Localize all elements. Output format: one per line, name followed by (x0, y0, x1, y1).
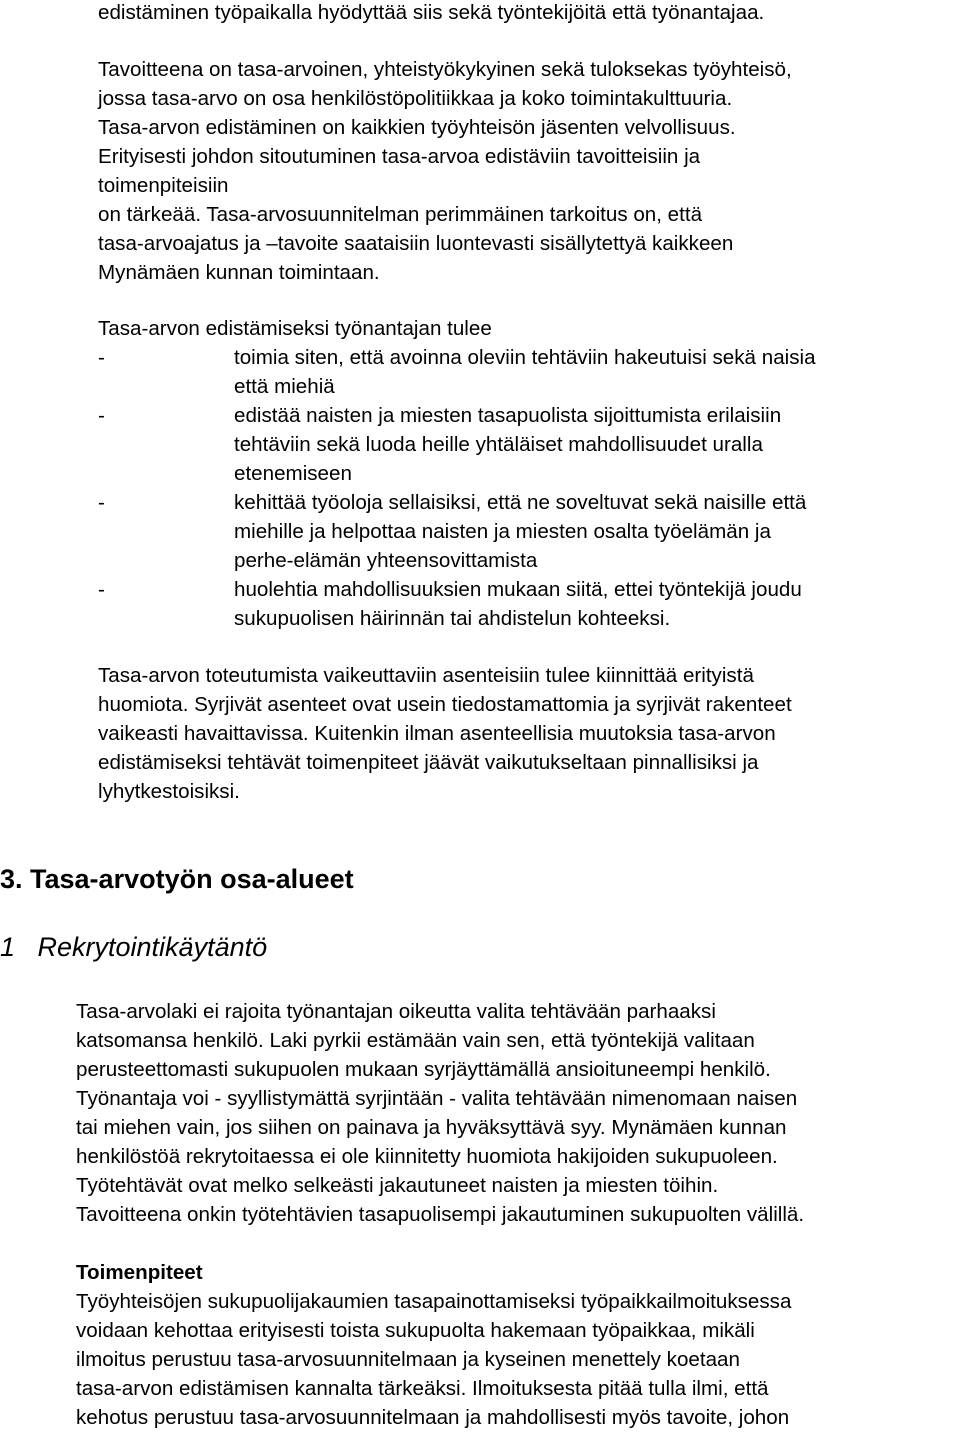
text-line: lyhytkestoisiksi. (98, 780, 240, 803)
list-item-line: etenemiseen (234, 462, 352, 485)
list-dash: - (98, 578, 105, 601)
list-dash: - (98, 491, 105, 514)
text-line: Tavoitteena onkin työtehtävien tasapuolisempi jakautuminen sukupuolten välillä. (76, 1203, 805, 1226)
subsection-heading: 1 Rekrytointikäytäntö (0, 932, 268, 962)
text-line: huomiota. Syrjivät asenteet ovat usein tiedostamattomia ja syrjivät rakenteet (98, 693, 792, 716)
intro-line: edistäminen työpaikalla hyödyttää siis sekä työntekijöitä että työnantajaa. (98, 1, 765, 24)
text-line: katsomansa henkilö. Laki pyrkii estämään vain sen, että työntekijä valitaan (76, 1029, 755, 1052)
list-item-line: tehtäviin sekä luoda heille yhtäläiset mahdollisuudet uralla (234, 433, 763, 456)
measures-heading: Toimenpiteet (76, 1261, 203, 1284)
list-item-line: sukupuolisen häirinnän tai ahdistelun kohteeksi. (234, 607, 671, 630)
text-line: tasa-arvon edistämisen kannalta tärkeäksi. Ilmoituksesta pitää tulla ilmi, että (76, 1377, 769, 1400)
list-item-line: perhe-elämän yhteensovittamista (234, 549, 538, 572)
text-line: on tärkeää. Tasa-arvosuunnitelman perimmäinen tarkoitus on, että (98, 203, 703, 226)
list-item-line: edistää naisten ja miesten tasapuolista sijoittumista erilaisiin (234, 404, 782, 427)
text-line: tasa-arvoajatus ja –tavoite saataisiin luontevasti sisällytettyä kaikkeen (98, 232, 734, 255)
text-line: jossa tasa-arvo on osa henkilöstöpolitiikkaa ja koko toimintakulttuuria. (98, 87, 733, 110)
text-line: voidaan kehottaa erityisesti toista sukupuolta hakemaan työpaikkaa, mikäli (76, 1319, 755, 1342)
text-line: Tavoitteena on tasa-arvoinen, yhteistyökykyinen sekä tuloksekas työyhteisö, (98, 58, 792, 81)
text-line: Mynämäen kunnan toimintaan. (98, 261, 380, 284)
list-item-line: että miehiä (234, 375, 335, 398)
list-dash: - (98, 404, 105, 427)
list-item-line: miehille ja helpottaa naisten ja miesten osalta työelämän ja (234, 520, 771, 543)
list-item-line: kehittää työoloja sellaisiksi, että ne soveltuvat sekä naisille että (234, 491, 807, 514)
section-heading: 3. Tasa-arvotyön osa-alueet (0, 864, 354, 894)
list-dash: - (98, 346, 105, 369)
text-line: Tasa-arvon edistäminen on kaikkien työyhteisön jäsenten velvollisuus. (98, 116, 736, 139)
text-line: Tasa-arvon toteutumista vaikeuttaviin asenteisiin tulee kiinnittää erityistä (98, 664, 754, 687)
text-line: Työtehtävät ovat melko selkeästi jakautuneet naisten ja miesten töihin. (76, 1174, 719, 1197)
text-line: Työyhteisöjen sukupuolijakaumien tasapainottamiseksi työpaikkailmoituksessa (76, 1290, 792, 1313)
text-line: perusteettomasti sukupuolen mukaan syrjäyttämällä ansioituneempi henkilö. (76, 1058, 771, 1081)
text-line: edistämiseksi tehtävät toimenpiteet jäävät vaikutukseltaan pinnallisiksi ja (98, 751, 759, 774)
text-line: vaikeasti havaittavissa. Kuitenkin ilman asenteellisia muutoksia tasa-arvon (98, 722, 776, 745)
text-line: Tasa-arvolaki ei rajoita työnantajan oikeutta valita tehtävään parhaaksi (76, 1000, 716, 1023)
text-line: ilmoitus perustuu tasa-arvosuunnitelmaan ja kyseinen menettely koetaan (76, 1348, 740, 1371)
list-item-line: toimia siten, että avoinna oleviin tehtäviin hakeutuisi sekä naisia (234, 346, 816, 369)
text-line: toimenpiteisiin (98, 174, 229, 197)
list-item-line: huolehtia mahdollisuuksien mukaan siitä, ettei työntekijä joudu (234, 578, 802, 601)
list-intro: Tasa-arvon edistämiseksi työnantajan tulee (98, 317, 492, 340)
text-line: Työnantaja voi - syyllistymättä syrjintään - valita tehtävään nimenomaan naisen (76, 1087, 798, 1110)
text-line: Erityisesti johdon sitoutuminen tasa-arvoa edistäviin tavoitteisiin ja (98, 145, 701, 168)
text-line: kehotus perustuu tasa-arvosuunnitelmaan ja mahdollisesti myös tavoite, johon (76, 1406, 790, 1429)
text-line: henkilöstöä rekrytoitaessa ei ole kiinnitetty huomiota hakijoiden sukupuoleen. (76, 1145, 778, 1168)
text-line: tai miehen vain, jos siihen on painava ja hyväksyttävä syy. Mynämäen kunnan (76, 1116, 787, 1139)
